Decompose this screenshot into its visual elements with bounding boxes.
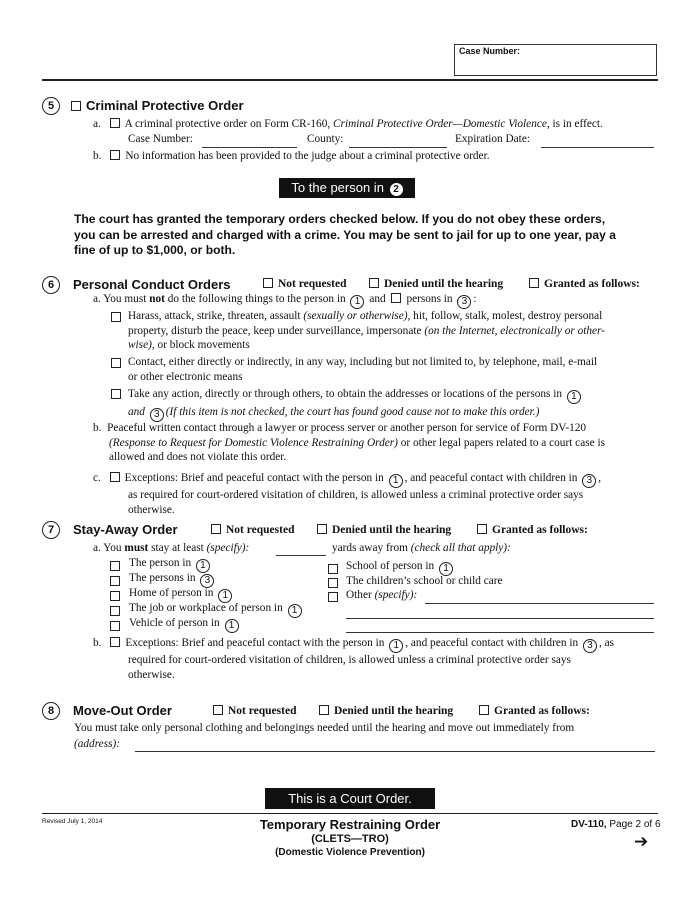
warning-paragraph: The court has granted the temporary orders checked below. If you do not obey these orders, you can be arrested and charged with a crime. You may be sent to jail for up to one year, pay a fine of up to $1,000, or both.	[74, 212, 616, 257]
to-person-banner: To the person in 2	[279, 178, 415, 198]
section-5-number: 5	[42, 97, 60, 115]
s7-denied-checkbox[interactable]	[317, 524, 327, 534]
s6-denied-checkbox[interactable]	[369, 278, 379, 288]
s5-expiration-date-field[interactable]	[541, 147, 654, 148]
s8-address-field[interactable]	[135, 751, 655, 752]
s7-other-checkbox[interactable]	[328, 592, 338, 602]
s5-county-field[interactable]	[349, 147, 447, 148]
s7-workplace-checkbox[interactable]	[110, 606, 120, 616]
s7-person-checkbox[interactable]	[110, 561, 120, 571]
section-8-number: 8	[42, 702, 60, 720]
s7-b-exceptions-checkbox[interactable]	[110, 637, 120, 647]
s7-not-requested-checkbox[interactable]	[211, 524, 221, 534]
s6-harass-checkbox[interactable]	[111, 312, 121, 322]
s8-denied-checkbox[interactable]	[319, 705, 329, 715]
person-2-badge: 2	[390, 183, 403, 196]
case-number-label: Case Number:	[459, 46, 521, 56]
section-6-title: Personal Conduct Orders	[73, 277, 231, 292]
s7-other-field-1[interactable]	[425, 603, 654, 604]
s5-b-checkbox[interactable]	[110, 150, 120, 160]
s7-vehicle-checkbox[interactable]	[110, 621, 120, 631]
section-8-title: Move-Out Order	[73, 703, 172, 718]
s6-granted-checkbox[interactable]	[529, 278, 539, 288]
header-rule	[42, 79, 658, 81]
s7-granted-checkbox[interactable]	[477, 524, 487, 534]
s5-a-checkbox[interactable]	[110, 118, 120, 128]
revised-date: Revised July 1, 2014	[42, 818, 103, 825]
s6-a-persons-checkbox[interactable]	[391, 293, 401, 303]
section-7-title: Stay-Away Order	[73, 522, 178, 537]
court-order-banner: This is a Court Order.	[265, 788, 435, 809]
section-5-title: Criminal Protective Order	[86, 98, 244, 113]
s7-other-field-3[interactable]	[346, 632, 654, 633]
section-6-number: 6	[42, 276, 60, 294]
s7-other-field-2[interactable]	[346, 618, 654, 619]
s7-home-checkbox[interactable]	[110, 591, 120, 601]
footer-rule	[42, 813, 658, 814]
s7-school-checkbox[interactable]	[328, 564, 338, 574]
footer-sub1: (CLETS—TRO)	[311, 833, 389, 845]
form-number: DV-110,	[571, 819, 607, 830]
section-7-number: 7	[42, 521, 60, 539]
s8-granted-checkbox[interactable]	[479, 705, 489, 715]
s8-not-requested-checkbox[interactable]	[213, 705, 223, 715]
section-5-checkbox[interactable]	[71, 101, 81, 111]
s6-not-requested-checkbox[interactable]	[263, 278, 273, 288]
s7-yards-field[interactable]	[276, 555, 326, 556]
s6-contact-checkbox[interactable]	[111, 358, 121, 368]
s7-childcare-checkbox[interactable]	[328, 578, 338, 588]
s6-addresses-checkbox[interactable]	[111, 389, 121, 399]
s6-c-exceptions-checkbox[interactable]	[110, 472, 120, 482]
footer-title: Temporary Restraining Order	[259, 817, 441, 832]
footer-sub2: (Domestic Violence Prevention)	[275, 847, 425, 858]
s5-case-number-field[interactable]	[202, 147, 297, 148]
page-number: Page 2 of 6	[609, 819, 661, 830]
case-number-box[interactable]	[454, 44, 657, 76]
next-page-arrow-icon[interactable]: ➔	[634, 832, 649, 852]
s7-persons-checkbox[interactable]	[110, 576, 120, 586]
